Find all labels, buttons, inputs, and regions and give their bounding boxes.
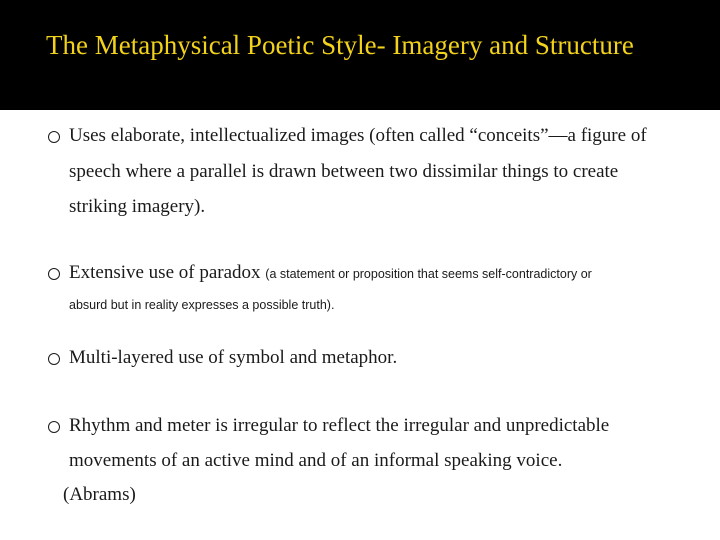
bullet-1-line-2: speech where a parallel is drawn between two dissimilar things to create <box>69 161 619 182</box>
bullet-1-line-1: Uses elaborate, intellectualized images (often called “conceits”—a figure of <box>69 125 647 146</box>
bullet-2-aside: (a statement or proposition that seems self-contradictory or <box>265 267 592 281</box>
bullet-1-line-3: striking imagery). <box>69 196 206 217</box>
bullet-3-line-1: Multi-layered use of symbol and metaphor. <box>69 347 398 368</box>
bullet-circle-icon <box>48 421 60 433</box>
bullet-4-line-2: movements of an active mind and of an informal speaking voice. <box>69 450 563 471</box>
bullet-2-line-2: absurd but in reality expresses a possible truth). <box>69 298 335 312</box>
bullet-circle-icon <box>48 131 60 143</box>
bullet-circle-icon <box>48 353 60 365</box>
bullet-4-line-3: (Abrams) <box>63 484 136 505</box>
bullet-2-line-1 <box>69 262 592 284</box>
bullet-4-line-1: Rhythm and meter is irregular to reflect the irregular and unpredictable <box>69 415 610 436</box>
bullet-circle-icon <box>48 268 60 280</box>
slide-title: The Metaphysical Poetic Style- Imagery and Structure <box>46 30 634 60</box>
bullet-2-lead: Extensive use of paradox <box>69 262 261 283</box>
